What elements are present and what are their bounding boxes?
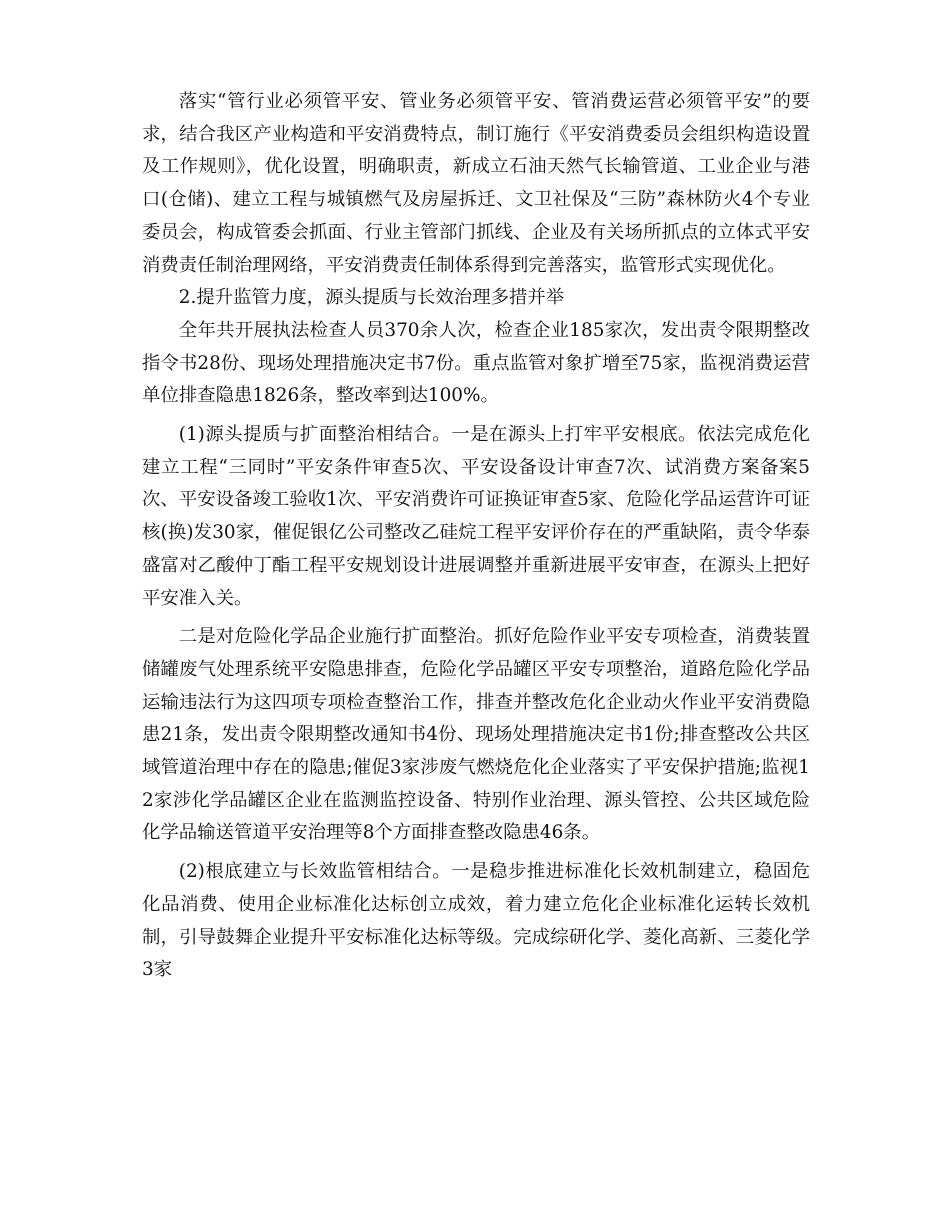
paragraph-source-quality: (1)源头提质与扩面整治相结合。一是在源头上打牢平安根底。依法完成危化建立工程“三同时”平安条件审查5次、平安设备设计审查7次、试消费方案备案5次、平安设备竣工验收1次、平安消费许可证换证审查5家、危险化学品运营许可证核(换)发30家，催促银亿公司整改乙硅烷工程平安评价存在的严重缺陷，责令华泰盛富对乙酸仲丁酯工程平安规划设计进展调整并重新进展平安审查，在源头上把好平安准入关。	[142, 424, 810, 609]
paragraph-standardization: (2)根底建立与长效监管相结合。一是稳步推进标准化长效机制建立，稳固危化品消费、使用企业标准化达标创立成效，着力建立危化企业标准化运转长效机制，引导鼓舞企业提升平安标准化达标等级。完成综研化学、菱化高新、三菱化学3家	[142, 861, 810, 981]
document-body	[142, 86, 810, 987]
paragraph-responsibility-system: 落实“管行业必须管平安、管业务必须管平安、管消费运营必须管平安”的要求，结合我区产业构造和平安消费特点，制订施行《平安消费委员会组织构造设置及工作规则》，优化设置，明确职责，新成立石油天然气长输管道、工业企业与港口(仓储)、建立工程与城镇燃气及房屋拆迁、文卫社保及“三防”森林防火4个专业委员会，构成管委会抓面、行业主管部门抓线、企业及有关场所抓点的立体式平安消费责任制治理网络，平安消费责任制体系得到完善落实，监管形式实现优化。	[142, 91, 810, 276]
paragraph-inspection-stats: 全年共开展执法检查人员370余人次，检查企业185家次，发出责令限期整改指令书28份、现场处理措施决定书7份。重点监管对象扩增至75家，监视消费运营单位排查隐患1826条，整改率到达100%。	[142, 319, 810, 407]
paragraph-hazardous-chemicals: 二是对危险化学品企业施行扩面整治。抓好危险作业平安专项检查，消费装置储罐废气处理系统平安隐患排查，危险化学品罐区平安专项整治，道路危险化学品运输违法行为这四项专项检查整治工作，排查并整改危化企业动火作业平安消费隐患21条，发出责令限期整改通知书4份、现场处理措施决定书1份;排查整改公共区域管道治理中存在的隐患;催促3家涉废气燃烧危化企业落实了平安保护措施;监视12家涉化学品罐区企业在监测监控设备、特别作业治理、源头管控、公共区域危险化学品输送管道平安治理等8个方面排查整改隐患46条。	[142, 626, 810, 844]
section-heading-supervision: 2.提升监管力度，源头提质与长效治理多措并举	[178, 287, 565, 309]
